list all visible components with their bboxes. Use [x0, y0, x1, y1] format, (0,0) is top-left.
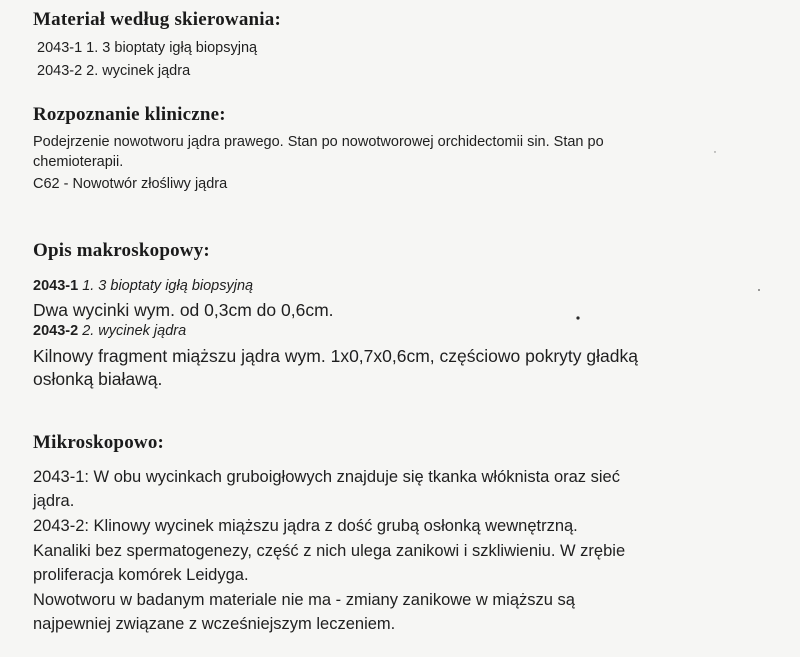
micro-line-3: 2043-2: Klinowy wycinek miąższu jądra z dość grubą osłonką wewnętrzną.: [33, 517, 578, 535]
micro-heading: Mikroskopowo:: [33, 432, 165, 453]
speck: [758, 289, 760, 291]
macro-heading: Opis makroskopowy:: [33, 240, 210, 261]
micro-line-7: najpewniej związane z wcześniejszym leczeniem.: [33, 615, 396, 633]
macro-item-1-code: 2043-1: [33, 278, 79, 294]
speck: [714, 151, 715, 152]
speck: [576, 316, 579, 319]
material-line-1: 2043-1 1. 3 bioptaty igłą biopsyjną: [37, 40, 258, 56]
macro-item-2-line-1: Kilnowy fragment miąższu jądra wym. 1x0,7x0,6cm, częściowo pokryty gładką: [33, 346, 638, 366]
macro-item-1-line-1: Dwa wycinki wym. od 0,3cm do 0,6cm.: [33, 300, 334, 320]
material-line-2: 2043-2 2. wycinek jądra: [37, 63, 191, 79]
micro-line-2: jądra.: [33, 492, 75, 510]
macro-item-2-label: 2. wycinek jądra: [82, 323, 187, 339]
material-heading: Materiał według skierowania:: [33, 9, 282, 30]
macro-item-1-label: 1. 3 bioptaty igłą biopsyjną: [82, 278, 254, 294]
diagnosis-heading: Rozpoznanie kliniczne:: [33, 104, 226, 125]
micro-line-6: Nowotworu w badanym materiale nie ma - zmiany zanikowe w miąższu są: [33, 591, 575, 609]
micro-line-4: Kanaliki bez spermatogenezy, część z nich ulega zanikowi i szkliwieniu. W zrębie: [33, 542, 626, 560]
micro-line-1: 2043-1: W obu wycinkach gruboigłowych znajduje się tkanka włóknista oraz sieć: [33, 468, 620, 486]
diagnosis-line-2: chemioterapii.: [33, 154, 124, 170]
micro-line-5: proliferacja komórek Leidyga.: [33, 566, 249, 584]
macro-item-2-line-2: osłonką białawą.: [33, 369, 163, 389]
diagnosis-line-3: C62 - Nowotwór złośliwy jądra: [33, 176, 228, 192]
macro-item-2-code: 2043-2: [33, 323, 79, 339]
diagnosis-line-1: Podejrzenie nowotworu jądra prawego. Stan po nowotworowej orchidectomii sin. Stan po: [33, 134, 604, 150]
